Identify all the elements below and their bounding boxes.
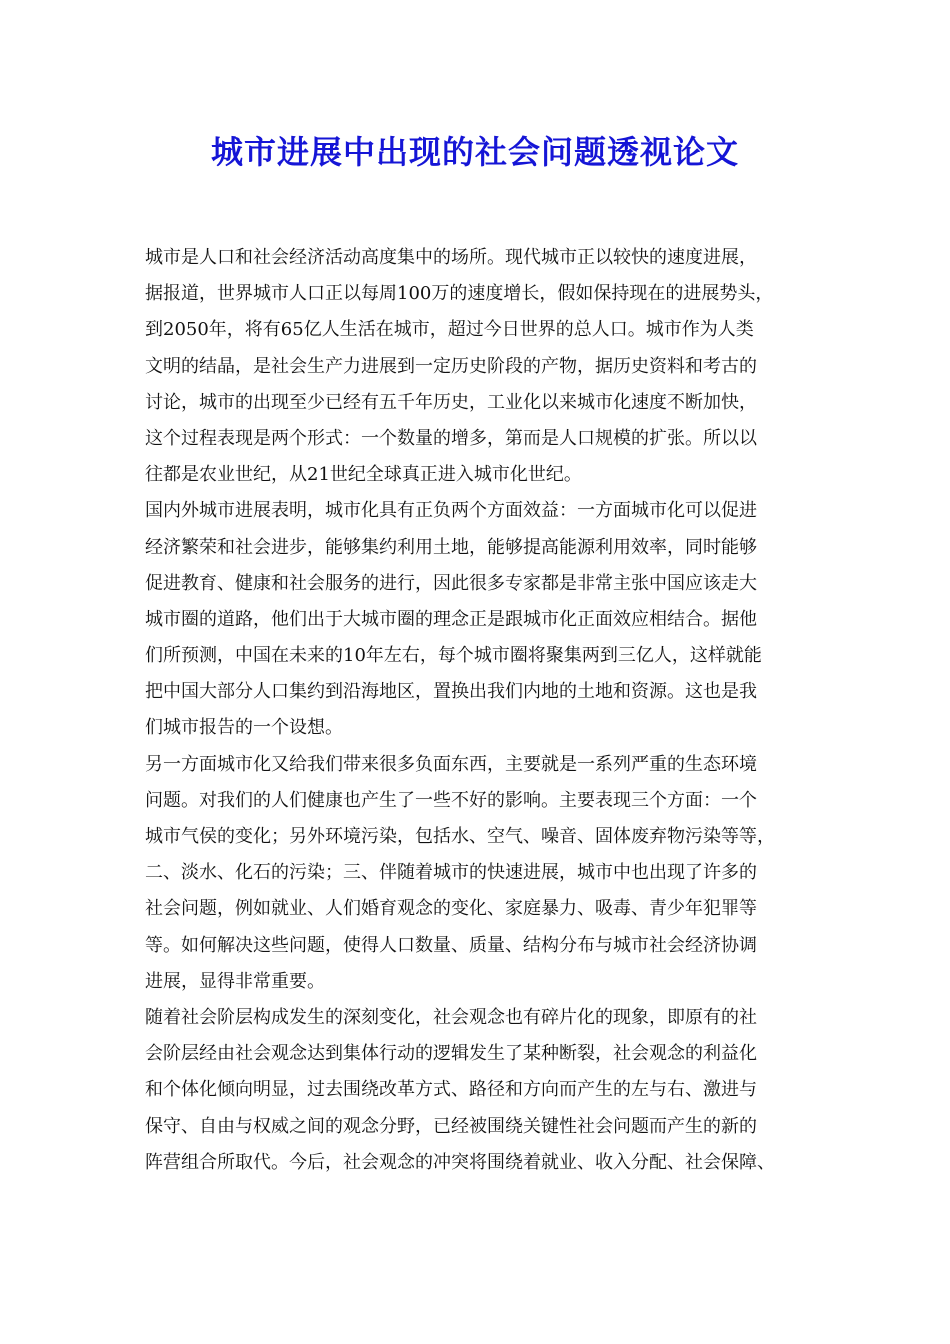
paragraph-line: 随着社会阶层构成发生的深刻变化，社会观念也有碎片化的现象，即原有的社: [145, 1006, 757, 1028]
paragraph-line: 会阶层经由社会观念达到集体行动的逻辑发生了某种断裂，社会观念的利益化: [145, 1043, 757, 1065]
paragraph-line: 问题。对我们的人们健康也产生了一些不好的影响。主要表现三个方面：一个: [145, 789, 757, 811]
paragraph-line: 社会问题，例如就业、人们婚育观念的变化、家庭暴力、吸毒、青少年犯罪等: [145, 898, 757, 920]
paragraph-line: 讨论，城市的出现至少已经有五千年历史，工业化以来城市化速度不断加快，: [145, 391, 757, 413]
paragraph-line: 进展，显得非常重要。: [145, 970, 325, 992]
paragraph-line: 往都是农业世纪，从21世纪全球真正进入城市化世纪。: [145, 464, 582, 486]
paragraph-line: 把中国大部分人口集约到沿海地区，置换出我们内地的土地和资源。这也是我: [145, 681, 757, 703]
paragraph-line: 这个过程表现是两个形式：一个数量的增多，第而是人口规模的扩张。所以以: [145, 427, 757, 449]
paragraph-line: 文明的结晶，是社会生产力进展到一定历史阶段的产物，据历史资料和考古的: [145, 355, 757, 377]
body-paragraph: [145, 1000, 810, 1181]
paragraph-line: 经济繁荣和社会进步，能够集约利用土地，能够提高能源利用效率，同时能够: [145, 536, 757, 558]
paragraph-line: 和个体化倾向明显，过去围绕改革方式、路径和方向而产生的左与右、激进与: [145, 1079, 757, 1101]
paragraph-line: 保守、自由与权威之间的观念分野，已经被围绕关键性社会问题而产生的新的: [145, 1115, 757, 1137]
document-title: 城市进展中出现的社会问题透视论文: [210, 133, 739, 171]
paragraph-line: 阵营组合所取代。今后，社会观念的冲突将围绕着就业、收入分配、社会保障、: [145, 1151, 775, 1173]
paragraph-line: 们所预测，中国在未来的10年左右，每个城市圈将聚集两到三亿人，这样就能: [145, 645, 762, 667]
paragraph-line: 城市气侯的变化；另外环境污染，包括水、空气、噪音、固体废弃物污染等等，: [145, 826, 775, 847]
body-paragraph: [145, 240, 810, 493]
paragraph-line: 们城市报告的一个设想。: [145, 717, 343, 739]
paragraph-line: 国内外城市进展表明，城市化具有正负两个方面效益：一方面城市化可以促进: [145, 500, 757, 522]
paragraph-line: 等。如何解决这些问题，使得人口数量、质量、结构分布与城市社会经济协调: [145, 934, 757, 956]
paragraph-line: 另一方面城市化又给我们带来很多负面东西，主要就是一系列严重的生态环境: [145, 753, 757, 775]
paragraph-line: 到2050年，将有65亿人生活在城市，超过今日世界的总人口。城市作为人类: [145, 319, 754, 341]
paragraph-line: 据报道，世界城市人口正以每周100万的速度增长，假如保持现在的进展势头，: [145, 283, 774, 305]
paragraph-line: 促进教育、健康和社会服务的进行，因此很多专家都是非常主张中国应该走大: [145, 572, 757, 594]
paragraph-line: 城市是人口和社会经济活动高度集中的场所。现代城市正以较快的速度进展，: [145, 247, 757, 268]
body-paragraph: [145, 747, 810, 1000]
paragraph-line: 二、淡水、化石的污染；三、伴随着城市的快速进展，城市中也出现了许多的: [145, 862, 757, 884]
document-body: [145, 240, 810, 1181]
body-paragraph: [145, 493, 810, 746]
paragraph-line: 城市圈的道路，他们出于大城市圈的理念正是跟城市化正面效应相结合。据他: [145, 608, 757, 630]
